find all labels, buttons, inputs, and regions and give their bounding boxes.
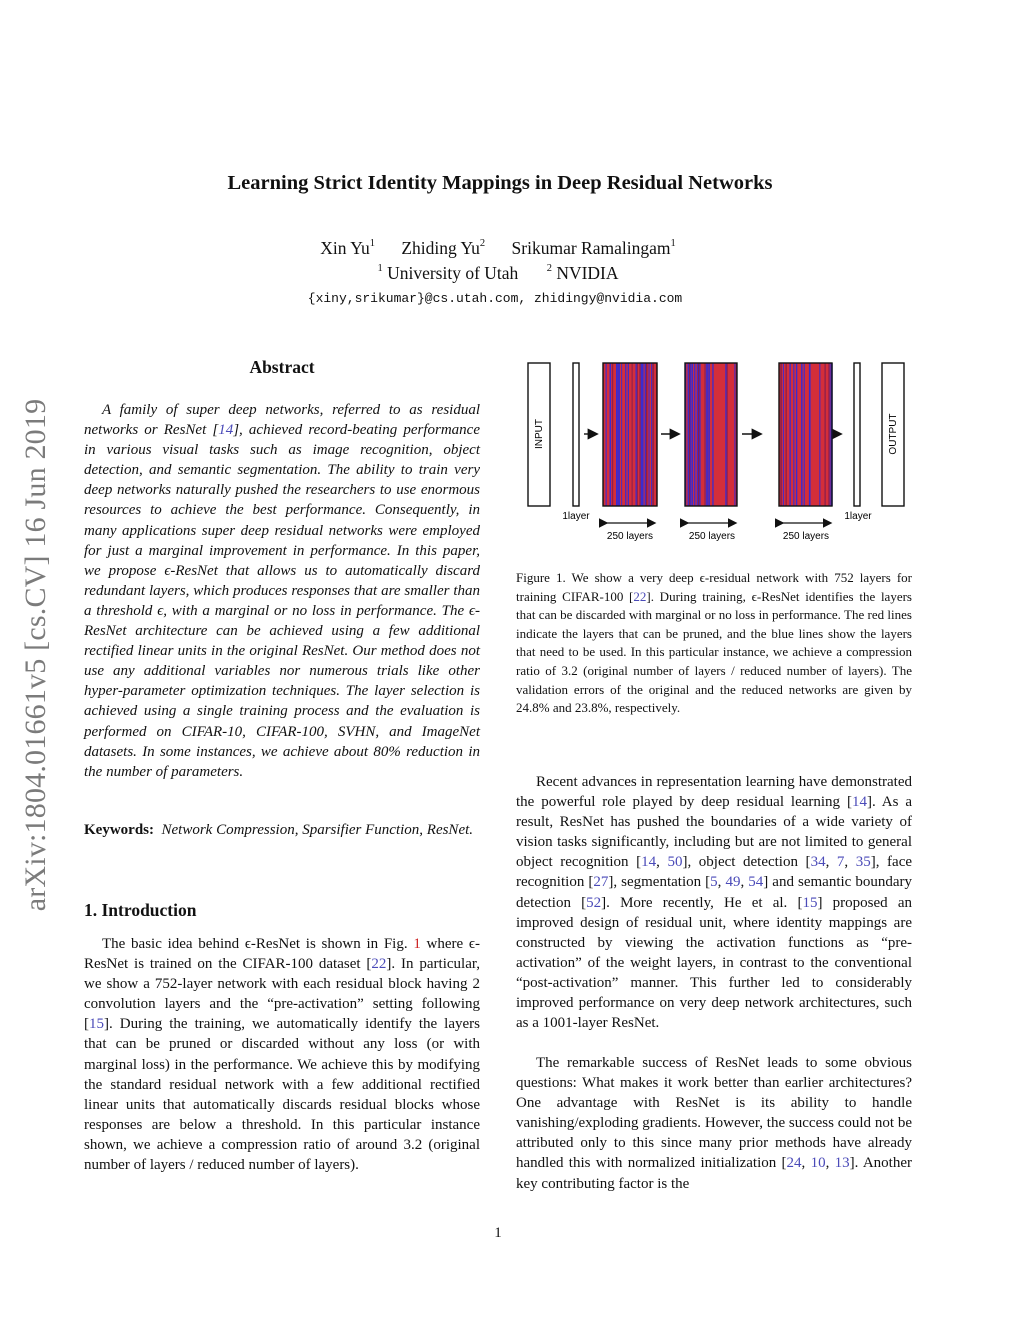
affiliation: $^1$ University of Utah (377, 263, 519, 283)
layer-line (621, 363, 622, 506)
citation-link[interactable]: 35 (855, 854, 871, 871)
layer-line (690, 363, 691, 506)
layer-line (825, 363, 826, 506)
layer-line (694, 363, 695, 506)
layer-line (699, 363, 700, 506)
affiliation-list (0, 263, 996, 284)
citation-link[interactable]: 22 (633, 588, 647, 604)
arxiv-identifier: arXiv:1804.01661v5 [cs.CV] 16 Jun 2019 (19, 398, 52, 912)
citation-link[interactable]: 10 (810, 1155, 826, 1172)
citation-link[interactable]: 14 (641, 854, 657, 871)
layer-label-right: 1layer (844, 511, 872, 522)
block-label: 250 layers (688, 531, 736, 542)
layer-line (637, 363, 638, 506)
layer-line (830, 363, 831, 506)
author-list (0, 238, 996, 259)
citation-link[interactable]: 15 (89, 1016, 104, 1033)
layer-line (706, 363, 707, 506)
introduction-paragraph: The basic idea behind ϵ-ResNet is shown in Fig. 1 where ϵ-ResNet is trained on the CIFAR-100 dataset [22]. In particular, we show a 752-layer network with each residual block having 2 convolution layers and the “pre-activation” setting following [15]. During the training, we automatically identify the layers that can be pruned or discarded without any loss (or with marginal loss) in the performance. We achieve this by modifying the standard residual network with a few additional rectified linear units that automatically discards residual blocks whose responses are below a threshold. In this particular instance shown, we achieve a compression ratio of around 3.2 (original number of layers / reduced number of layers). (84, 936, 480, 1174)
layer-line (809, 363, 811, 506)
output-label: OUTPUT (888, 413, 899, 455)
layer-line (651, 363, 652, 506)
paper-title: Learning Strict Identity Mappings in Deep Residual Networks (227, 172, 773, 194)
citation-link[interactable]: 50 (667, 854, 683, 871)
keywords-text: Network Compression, Sparsifier Function, ResNet. (161, 822, 474, 838)
layer-line (632, 363, 633, 506)
layer-line (712, 363, 713, 506)
layer-line (804, 363, 805, 506)
abstract-heading: Abstract (249, 357, 315, 377)
layer-line (646, 363, 648, 506)
figure-link[interactable]: 1 (413, 936, 421, 952)
citation-link[interactable]: 54 (748, 874, 764, 891)
layer-line (625, 363, 626, 506)
layer-line (642, 363, 644, 506)
layer-line (707, 363, 708, 506)
residual-block-250 (779, 363, 833, 506)
citation-link[interactable]: 22 (371, 956, 387, 973)
citation-link[interactable]: 15 (802, 894, 818, 911)
body-paragraph: Recent advances in representation learning have demonstrated the powerful role played by deep residual learning [14]. As a result, ResNet has pushed the boundaries of a wide variety of vision tasks significantly, including but are not limited to general object recognition [14, 50], object detection [34, 7, 35], face recognition [27], segmentation [5, 49, 54] and semantic boundary detection [52]. More recently, He et al. [15] proposed an improved design of residual unit, where identity mappings are constructed by viewing the activation functions as “pre-activation” of the weight layers, in contrast to the conventional “post-activation” manner. This further led to considerably improved performance on very deep network architectures, such as a 1001-layer ResNet. (516, 774, 913, 1032)
author: Srikumar Ramalingam$^1$ (511, 238, 676, 258)
abstract-text: A family of super deep networks, referred to as residual networks or ResNet [14], achieved record-beating performance in various visual tasks such as image recognition, object detection, and semantic segmentation. The ability to train very deep networks naturally pushed the researchers to use enormous resources to achieve the best performance. Consequently, in many applications super deep residual networks were employed for just a marginal improvement in performance. In this paper, we propose ϵ-ResNet that allows us to automatically discard redundant layers, which produces responses that are smaller than a threshold ϵ, with a marginal or no loss in performance. The ϵ-ResNet architecture can be achieved using a few additional rectified linear units in the original ResNet. Our method does not use any additional variables nor numerous trials like other hyper-parameter optimization techniques. The layer selection is achieved using a single training process and the evaluation is performed on CIFAR-10, CIFAR-100, SVHN, and ImageNet datasets. In some instances, we achieve about 80% reduction in the number of parameters. (84, 402, 481, 780)
layer-line (793, 363, 794, 506)
block-background (779, 363, 832, 506)
layer-line (708, 363, 709, 506)
keywords (84, 820, 480, 840)
residual-block-250 (685, 363, 737, 506)
layer-line (697, 363, 698, 506)
layer-line (628, 363, 629, 506)
layer-line (610, 363, 612, 506)
citation-link[interactable]: 7 (836, 854, 845, 871)
layer-line (828, 363, 829, 506)
citation-link[interactable]: 14 (218, 422, 234, 439)
citation-link[interactable]: 13 (834, 1155, 850, 1172)
layer-line (727, 363, 728, 506)
layer-line (652, 363, 653, 506)
input-label: INPUT (534, 419, 545, 449)
citation-link[interactable]: 27 (593, 874, 609, 891)
layer-line (796, 363, 797, 506)
layer-line (606, 363, 607, 506)
keywords-label: Keywords: (84, 822, 154, 838)
residual-block-250 (603, 363, 658, 506)
layer-line (725, 363, 726, 506)
layer-line (617, 363, 618, 506)
layer-line (688, 363, 689, 506)
arxiv-sidebar (8, 360, 64, 950)
layer-line (780, 363, 782, 506)
introduction-heading: 1. Introduction (84, 900, 197, 920)
layer-line (692, 363, 694, 506)
layer-line (612, 363, 613, 506)
affiliation: $^2$ NVIDIA (546, 263, 619, 283)
author: Zhiding Yu$^2$ (401, 238, 486, 258)
citation-link[interactable]: 5 (710, 874, 718, 891)
author-emails: {xiny,srikumar}@cs.utah.com, zhidingy@nvidia.com (307, 291, 683, 306)
figure-1-caption: Figure 1. We show a very deep ϵ-residual network with 752 layers for training CIFAR-100 [22]. During training, ϵ-ResNet identifies the layers that can be discarded with marginal or no loss in performance. The red lines indicate the layers that can be pruned, and the blue lines show the layers that need to be used. In this particular instance, we achieve a compression ratio of 3.2 (original number of layers / reduced number of layers). The validation errors of the original and the reduced networks are given by 24.8% and 23.8%, respectively. (516, 570, 912, 716)
figure-1-network-diagram (518, 355, 918, 550)
block-label: 250 layers (606, 531, 654, 542)
layer-line (801, 363, 802, 506)
layer-line (649, 363, 650, 506)
layer-line (819, 363, 820, 506)
page-number: 1 (494, 1225, 502, 1241)
layer-line (783, 363, 784, 506)
layer-line (734, 363, 735, 506)
layer-line (645, 363, 646, 506)
layer-line (616, 363, 617, 506)
citation-link[interactable]: 49 (725, 874, 741, 891)
citation-link[interactable]: 34 (810, 854, 826, 871)
citation-link[interactable]: 52 (586, 894, 602, 911)
layer-line (639, 363, 640, 506)
layer-label-left: 1layer (562, 511, 590, 522)
single-layer-left (573, 363, 579, 506)
layer-line (636, 363, 637, 506)
layer-line (786, 363, 787, 506)
body-paragraph: The remarkable success of ResNet leads to some obvious questions: What makes it work better than earlier architectures? One advantage with ResNet is its ability to handle vanishing/exploding gradients. However, the success could not be attributed only to this since many prior methods have already handled this with normalized initialization [24, 10, 13]. Another key contributing factor is the (516, 1055, 912, 1192)
layer-line (619, 363, 620, 506)
author: Xin Yu$^1$ (320, 238, 375, 258)
layer-line (705, 363, 706, 506)
citation-link[interactable]: 14 (851, 794, 867, 811)
citation-link[interactable]: 24 (786, 1155, 802, 1172)
layer-line (789, 363, 790, 506)
block-label: 250 layers (782, 531, 830, 542)
single-layer-right (854, 363, 860, 506)
